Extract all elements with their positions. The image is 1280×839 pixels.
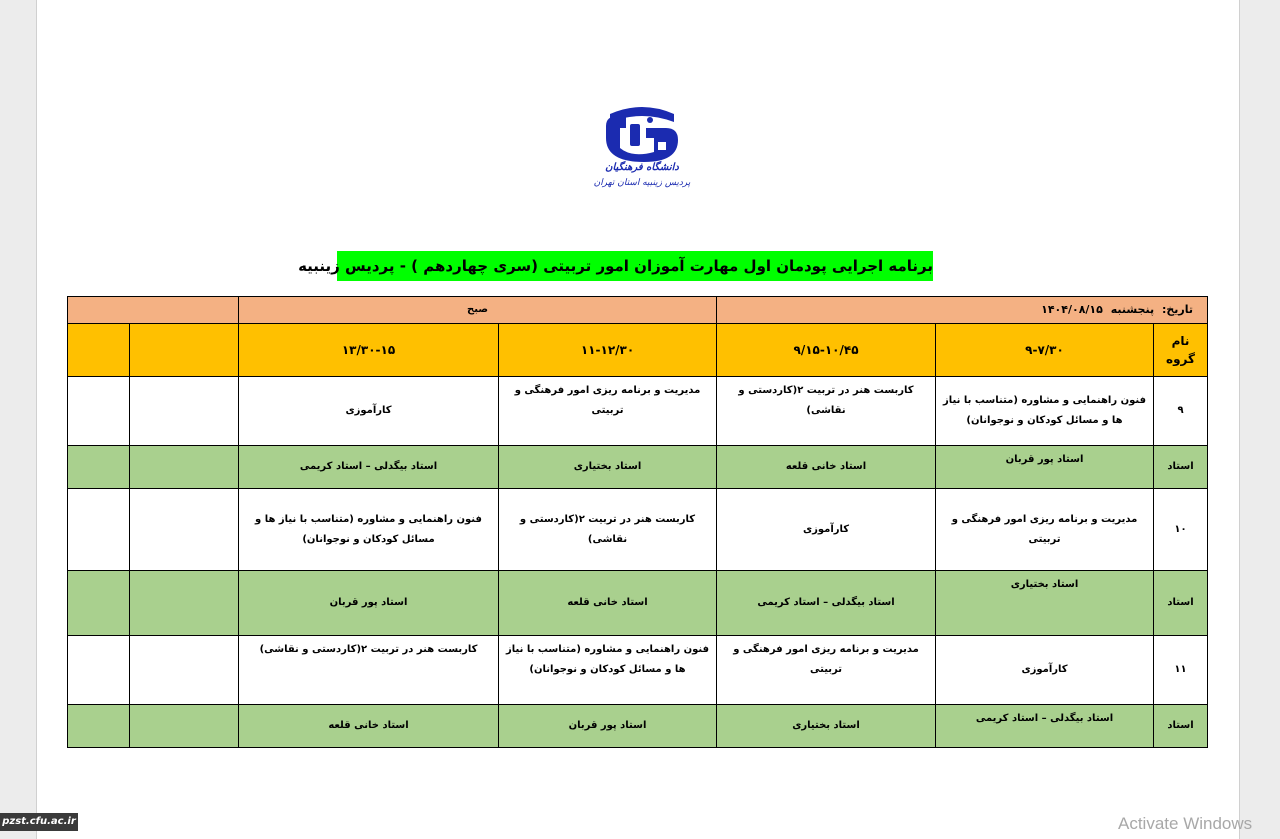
date-row <box>68 297 1208 324</box>
course-cell: کاربست هنر در تربیت ۲(کاردستی و نقاشی) <box>499 489 717 571</box>
teacher-cell: استاد پور قربان <box>239 571 499 636</box>
course-cell <box>130 636 239 705</box>
teacher-cell <box>68 446 130 489</box>
logo-title: دانشگاه فرهنگیان <box>605 162 679 173</box>
site-url-tag: pzst.cfu.ac.ir <box>0 813 78 831</box>
course-cell: مدیریت و برنامه ریزی امور فرهنگی و تربیتی <box>499 377 717 446</box>
teacher-cell <box>68 705 130 748</box>
teacher-cell: استاد بختیاری <box>717 705 936 748</box>
teacher-cell: استاد خانی قلعه <box>717 446 936 489</box>
group-number: ۹ <box>1154 377 1208 446</box>
course-cell: کارآموزی <box>239 377 499 446</box>
course-cell <box>68 377 130 446</box>
time-slot-3: ۱۱-۱۲/۳۰ <box>499 324 717 377</box>
teacher-cell: استاد پور قربان <box>499 705 717 748</box>
group-header: نام گروه <box>1154 324 1208 377</box>
teacher-row-group-11 <box>68 705 1208 748</box>
teacher-cell: استاد بیگدلی – استاد کریمی <box>717 571 936 636</box>
course-cell: کاربست هنر در تربیت ۲(کاردستی و نقاشی) <box>717 377 936 446</box>
teacher-row-group-10 <box>68 571 1208 636</box>
group-number: ۱۰ <box>1154 489 1208 571</box>
document-page <box>36 0 1240 839</box>
teacher-cell <box>68 571 130 636</box>
course-cell: کارآموزی <box>936 636 1154 705</box>
date-cell <box>717 297 1208 324</box>
teacher-cell <box>130 705 239 748</box>
document-title: برنامه اجرایی پودمان اول مهارت آموزان امور تربیتی (سری چهاردهم ) - پردیس زینبیه <box>337 251 933 281</box>
teacher-cell <box>130 571 239 636</box>
course-cell <box>130 377 239 446</box>
course-row-group-11 <box>68 636 1208 705</box>
university-logo <box>592 104 702 196</box>
teacher-cell: استاد خانی قلعه <box>239 705 499 748</box>
course-row-group-9 <box>68 377 1208 446</box>
teacher-cell: استاد بختیاری <box>499 446 717 489</box>
schedule-table <box>67 296 1208 748</box>
course-row-group-10 <box>68 489 1208 571</box>
date-value: ۱۴۰۴/۰۸/۱۵ <box>1041 303 1103 316</box>
course-cell <box>68 489 130 571</box>
date-row-empty <box>68 297 239 324</box>
course-cell <box>130 489 239 571</box>
session-label: صبح <box>467 304 488 315</box>
teacher-label: استاد <box>1154 446 1208 489</box>
teacher-label: استاد <box>1154 571 1208 636</box>
time-slot-1: ۹-۷/۳۰ <box>936 324 1154 377</box>
logo-subtitle: پردیس زینبیه استان تهران <box>593 178 691 188</box>
teacher-cell <box>130 446 239 489</box>
teacher-cell: استاد بیگدلی – استاد کریمی <box>936 705 1154 748</box>
group-number: ۱۱ <box>1154 636 1208 705</box>
course-cell: مدیریت و برنامه ریزی امور فرهنگی و تربیتی <box>936 489 1154 571</box>
header-row <box>68 324 1208 377</box>
course-cell: فنون راهنمایی و مشاوره (متناسب با نیاز ها و مسائل کودکان و نوجوانان) <box>239 489 499 571</box>
time-slot-6 <box>68 324 130 377</box>
session-cell <box>239 297 717 324</box>
time-slot-5 <box>130 324 239 377</box>
time-slot-4: ۱۳/۳۰-۱۵ <box>239 324 499 377</box>
course-cell: فنون راهنمایی و مشاوره (متناسب با نیاز ها و مسائل کودکان و نوجوانان) <box>936 377 1154 446</box>
teacher-cell: استاد بختیاری <box>936 571 1154 636</box>
course-cell: کارآموزی <box>717 489 936 571</box>
teacher-cell: استاد خانی قلعه <box>499 571 717 636</box>
teacher-cell: استاد پور قربان <box>936 446 1154 489</box>
teacher-cell: استاد بیگدلی – استاد کریمی <box>239 446 499 489</box>
course-cell: فنون راهنمایی و مشاوره (متناسب با نیاز ها و مسائل کودکان و نوجوانان) <box>499 636 717 705</box>
teacher-label: استاد <box>1154 705 1208 748</box>
date-day: پنجشنبه <box>1110 303 1155 316</box>
course-cell: کاربست هنر در تربیت ۲(کاردستی و نقاشی) <box>239 636 499 705</box>
course-cell: مدیریت و برنامه ریزی امور فرهنگی و تربیتی <box>717 636 936 705</box>
course-cell <box>68 636 130 705</box>
university-emblem-icon <box>592 104 692 164</box>
time-slot-2: ۹/۱۵-۱۰/۴۵ <box>717 324 936 377</box>
date-label: تاریخ: <box>1161 303 1194 316</box>
teacher-row-group-9 <box>68 446 1208 489</box>
activate-windows-watermark: Activate Windows <box>1118 814 1253 833</box>
